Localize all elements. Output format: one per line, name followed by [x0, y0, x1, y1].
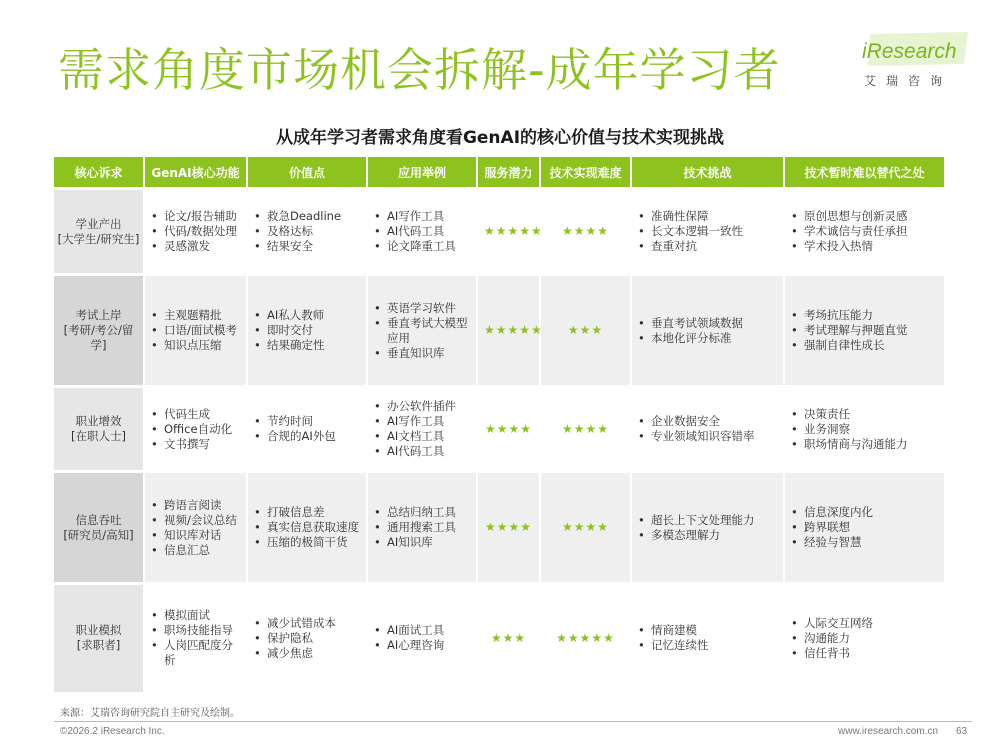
- list-item: • 结果确定性: [254, 338, 360, 353]
- list-item: • 英语学习软件: [374, 301, 470, 316]
- list-item: • 压缩的极简干货: [254, 535, 360, 550]
- list-item: • 代码生成: [151, 407, 240, 422]
- list-item: • AI写作工具: [374, 414, 470, 429]
- list-item: • 职场技能指导: [151, 623, 240, 638]
- table-row: [54, 275, 944, 387]
- list-item: • 保护隐私: [254, 631, 360, 646]
- core-need-title: 职业增效: [75, 414, 122, 428]
- list-item: • 打破信息差: [254, 505, 360, 520]
- list-item: • 超长上下文处理能力: [638, 513, 777, 528]
- core-need-group: [求职者]: [76, 638, 121, 653]
- challenge-cell: [631, 189, 784, 275]
- col-header-difficulty: 技术实现难度: [540, 157, 631, 189]
- function-cell: [144, 472, 247, 584]
- list-item: • 垂直考试大模型应用: [374, 316, 470, 346]
- list-item: • 减少试错成本: [254, 616, 360, 631]
- core-need-cell: [54, 189, 144, 275]
- list-item: • 办公软件插件: [374, 399, 470, 414]
- list-item: • 文书撰写: [151, 437, 240, 452]
- table-row: [54, 472, 944, 584]
- example-cell: [367, 189, 477, 275]
- footer-divider: [54, 721, 972, 722]
- list-item: • AI写作工具: [374, 209, 470, 224]
- example-cell: [367, 472, 477, 584]
- difficulty-stars: ★★★★: [540, 189, 631, 275]
- function-cell: [144, 387, 247, 472]
- list-item: • 信息汇总: [151, 543, 240, 558]
- list-item: • 代码/数据处理: [151, 224, 240, 239]
- list-item: • 考试理解与押题直觉: [791, 323, 938, 338]
- list-item: • 即时交付: [254, 323, 360, 338]
- core-need-title: 职业模拟: [75, 623, 122, 638]
- core-need-group: [考研/考公/留学]: [63, 323, 134, 352]
- source-note: 来源：艾瑞咨询研究院自主研究及绘制。: [60, 708, 240, 719]
- list-item: • 长文本逻辑一致性: [638, 224, 777, 239]
- list-item: • 本地化评分标准: [638, 331, 777, 346]
- list-item: • 原创思想与创新灵感: [791, 209, 938, 224]
- copyright: ©2026.2 iResearch Inc.: [60, 726, 165, 737]
- list-item: • 垂直知识库: [374, 346, 470, 361]
- list-item: • 知识库对话: [151, 528, 240, 543]
- needs-table: [54, 157, 944, 692]
- difficulty-stars: ★★★★★: [540, 584, 631, 692]
- list-item: • AI私人教师: [254, 308, 360, 323]
- list-item: • 准确性保障: [638, 209, 777, 224]
- irreplaceable-cell: [784, 387, 944, 472]
- website-link[interactable]: www.iresearch.com.cn: [838, 726, 939, 737]
- list-item: • 结果安全: [254, 239, 360, 254]
- col-header-potential: 服务潜力: [477, 157, 540, 189]
- col-header-example: 应用举例: [367, 157, 477, 189]
- list-item: • 视频/会议总结: [151, 513, 240, 528]
- list-item: • 人岗匹配度分析: [151, 638, 240, 668]
- core-need-group: [在职人士]: [71, 429, 126, 443]
- list-item: • 垂直考试领域数据: [638, 316, 777, 331]
- list-item: • 论文/报告辅助: [151, 209, 240, 224]
- list-item: • 学术投入热情: [791, 239, 938, 254]
- core-need-title: 考试上岸: [75, 308, 122, 322]
- list-item: • 企业数据安全: [638, 414, 777, 429]
- table-title: 从成年学习者需求角度看GenAI的核心价值与技术实现挑战: [275, 128, 725, 148]
- list-item: • AI心理咨询: [374, 638, 470, 653]
- list-item: • 沟通能力: [791, 631, 938, 646]
- list-item: • 知识点压缩: [151, 338, 240, 353]
- list-item: • 灵感激发: [151, 239, 240, 254]
- table-row: [54, 387, 944, 472]
- list-item: • Office自动化: [151, 422, 240, 437]
- challenge-cell: [631, 387, 784, 472]
- challenge-cell: [631, 275, 784, 387]
- list-item: • 模拟面试: [151, 608, 240, 623]
- list-item: • 人际交互网络: [791, 616, 938, 631]
- potential-stars: ★★★★: [477, 387, 540, 472]
- col-header-irreplaceable: 技术暂时难以替代之处: [784, 157, 944, 189]
- list-item: • AI代码工具: [374, 444, 470, 459]
- iresearch-logo: [846, 28, 974, 90]
- list-item: • 主观题精批: [151, 308, 240, 323]
- core-need-group: [大学生/研究生]: [57, 231, 140, 246]
- core-need-cell: [54, 275, 144, 387]
- potential-stars: ★★★: [477, 584, 540, 692]
- core-need-title: 学业产出: [75, 216, 122, 231]
- list-item: • 经验与智慧: [791, 535, 938, 550]
- list-item: • 跨语言阅读: [151, 498, 240, 513]
- list-item: • 强制自律性成长: [791, 338, 938, 353]
- list-item: • 节约时间: [254, 414, 360, 429]
- list-item: • 总结归纳工具: [374, 505, 470, 520]
- core-need-cell: [54, 584, 144, 692]
- core-need-title: 信息吞吐: [75, 512, 122, 527]
- irreplaceable-cell: [784, 472, 944, 584]
- difficulty-stars: ★★★★: [540, 472, 631, 584]
- list-item: • 信息深度内化: [791, 505, 938, 520]
- table-row: [54, 189, 944, 275]
- list-item: • 查重对抗: [638, 239, 777, 254]
- value-cell: [247, 584, 367, 692]
- core-need-cell: [54, 472, 144, 584]
- list-item: • AI面试工具: [374, 623, 470, 638]
- list-item: • 情商建模: [638, 623, 777, 638]
- list-item: • 口语/面试模考: [151, 323, 240, 338]
- logo-cn-name: 艾瑞咨询: [864, 74, 953, 88]
- difficulty-stars: ★★★: [540, 275, 631, 387]
- list-item: • AI知识库: [374, 535, 470, 550]
- col-header-value: 价值点: [247, 157, 367, 189]
- logo-brand: iResearch: [862, 40, 957, 63]
- list-item: • 及格达标: [254, 224, 360, 239]
- difficulty-stars: ★★★★: [540, 387, 631, 472]
- value-cell: [247, 275, 367, 387]
- list-item: • 真实信息获取速度: [254, 520, 360, 535]
- example-cell: [367, 275, 477, 387]
- list-item: • 救急Deadline: [254, 209, 360, 224]
- list-item: • 信任背书: [791, 646, 938, 661]
- example-cell: [367, 584, 477, 692]
- table-row: [54, 584, 944, 692]
- example-cell: [367, 387, 477, 472]
- list-item: • 通用搜索工具: [374, 520, 470, 535]
- potential-stars: ★★★★: [477, 472, 540, 584]
- list-item: • AI文档工具: [374, 429, 470, 444]
- irreplaceable-cell: [784, 584, 944, 692]
- list-item: • 决策责任: [791, 407, 938, 422]
- function-cell: [144, 189, 247, 275]
- value-cell: [247, 472, 367, 584]
- function-cell: [144, 275, 247, 387]
- list-item: • 合规的AI外包: [254, 429, 360, 444]
- list-item: • 考场抗压能力: [791, 308, 938, 323]
- challenge-cell: [631, 584, 784, 692]
- page-title: 需求角度市场机会拆解-成年学习者: [58, 43, 781, 97]
- potential-stars: ★★★★★: [477, 275, 540, 387]
- list-item: • 减少焦虑: [254, 646, 360, 661]
- value-cell: [247, 189, 367, 275]
- col-header-challenge: 技术挑战: [631, 157, 784, 189]
- page-number: 63: [956, 726, 968, 737]
- list-item: • 学术诚信与责任承担: [791, 224, 938, 239]
- function-cell: [144, 584, 247, 692]
- list-item: • AI代码工具: [374, 224, 470, 239]
- list-item: • 专业领域知识容错率: [638, 429, 777, 444]
- list-item: • 多模态理解力: [638, 528, 777, 543]
- list-item: • 业务洞察: [791, 422, 938, 437]
- col-header-core-need: 核心诉求: [54, 157, 144, 189]
- irreplaceable-cell: [784, 275, 944, 387]
- list-item: • 论文降重工具: [374, 239, 470, 254]
- challenge-cell: [631, 472, 784, 584]
- core-need-cell: [54, 387, 144, 472]
- core-need-group: [研究员/高知]: [63, 527, 134, 542]
- value-cell: [247, 387, 367, 472]
- table-header-row: [54, 157, 944, 189]
- irreplaceable-cell: [784, 189, 944, 275]
- list-item: • 跨界联想: [791, 520, 938, 535]
- list-item: • 记忆连续性: [638, 638, 777, 653]
- list-item: • 职场情商与沟通能力: [791, 437, 938, 452]
- potential-stars: ★★★★★: [477, 189, 540, 275]
- col-header-genai-function: GenAI核心功能: [144, 157, 247, 189]
